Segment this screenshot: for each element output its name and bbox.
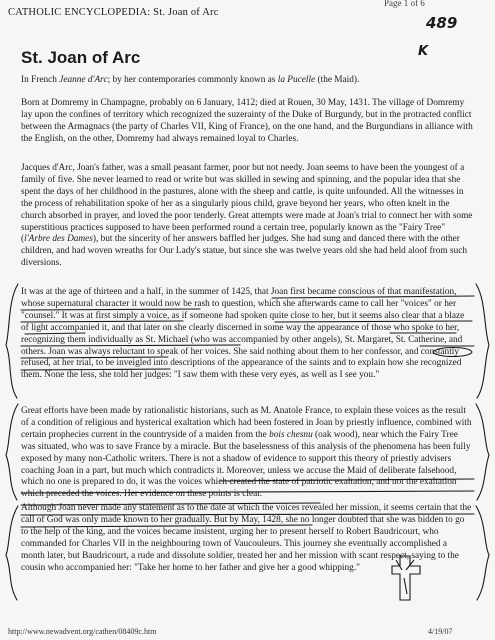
voices-paragraph: It was at the age of thirteen and a half, in the summer of 1425, that Joan first became conscious of that manifestation, whose supernatural character it would now be rash to question, which she afterwards came to call her "voices" or her "counsel." It was at first simply a voice, as if someone had spoken quite close to her, but it seems also clear that a blaze of light accompanied it, and that later on she clearly discerned in some way the appearance of those who spoke to her, recognizing them individually as St. Michael (who was accompanied by other angels), St. Margaret, St. Catherine, and others. Joan was always reluctant to speak of her voices. She said nothing about them to her confessor, and constantly refused, at her trial, to be inveigled into descriptions of the appearance of the saints and to explain how she recognized them. None the less, she told her judges: "I saw them with these very eyes, as well as I see you." (21, 287, 465, 381)
article-title: St. Joan of Arc (21, 48, 141, 67)
right-bracket-rationalist (476, 404, 489, 500)
left-bracket-rationalist (6, 404, 18, 500)
footer-url: http://www.newadvent.org/cathen/08409c.htm (8, 627, 157, 636)
right-bracket-mission (476, 506, 489, 600)
running-header: CATHOLIC ENCYCLOPEDIA: St. Joan of Arc (8, 7, 219, 18)
handwritten-initial: K (418, 44, 429, 59)
birth-paragraph: Born at Domremy in Champagne, probably on 6 January, 1412; died at Rouen, 30 May, 1431. The village of Domremy lay upon the confines of territory which recognized the suzerainty of the Duke of Burgundy, but in the protracted conflict between the Armagnacs (the party of Charles VII, King of France), on the one hand, and the Burgundians in alliance with the English, on the other, Domremy had always remained loyal to Charles. (21, 98, 473, 144)
rationalist-paragraph: Great efforts have been made by rationalistic historians, such as M. Anatole France, to explain these voices as the result of a condition of religious and hysterical exaltation which had been fostered in Joan by priestly influence, combined with certain prophecies current in the countryside of a maiden from the bois chesnu (oak wood), near which the Fairy Tree was situated, who was to save France by a miracle. But the baselessness of this analysis of the phenomena has been fully exposed by many non-Catholic writers. There is not a shadow of evidence to support this theory of priestly advisers coaching Joan in a part, but much which contradicts it. Moreover, unless we accuse the Maid of deliberate falsehood, which no one is prepared to do, it was the voices which created the state of patriotic exaltation, and not the exaltation which preceded the voices. Her evidence on these points is clear. (21, 406, 472, 500)
mission-paragraph: Although Joan never made any statement as to the date at which the voices revealed her mission, it seems certain that the call of God was only made known to her gradually. But by May, 1428, she no longer doubted that she was bidden to go to the help of the king, and the voices became insistent, urging her to present herself to Robert Baudricourt, who commanded for Charles VII in the neighbouring town of Vaucouleurs. This journey she eventually accomplished a month later, but Baudricourt, a rude and dissolute soldier, treated her and her mission with scant respect, saying to the cousin who accompanied her: "Take her home to her father and give her a good whipping." (21, 503, 472, 573)
left-bracket-mission (6, 506, 18, 600)
footer-date: 4/19/07 (428, 627, 453, 636)
intro-paragraph: In French Jeanne d'Arc; by her contemporaries commonly known as la Pucelle (the Maid). (21, 75, 360, 85)
page-label: Page 1 of 6 (384, 0, 425, 8)
left-bracket-voices (6, 284, 18, 398)
right-bracket-voices (476, 284, 489, 398)
father-paragraph: Jacques d'Arc, Joan's father, was a small peasant farmer, poor but not needy. Joan seems to have been the youngest of a family of five. She never learned to read or write but was skilled in sewing and spinning, and the popular idea that she spent the days of her childhood in the pastures, alone with the sheep and cattle, is quite unfounded. All the witnesses in the process of rehabilitation spoke of her as a singularly pious child, grave beyond her years, who often knelt in the church absorbed in prayer, and loved the poor tenderly. Great attempts were made at Joan's trial to connect her with some superstitious practices supposed to have been performed round a certain tree, popularly known as the "Fairy Tree" (l'Arbre des Dames), but the sincerity of her answers baffled her judges. She had sung and danced there with the other children, and had woven wreaths for Our Lady's statue, but since she was twelve years old she had held aloof from such diversions. (21, 163, 473, 269)
handwritten-page-number: 489 (426, 14, 458, 32)
